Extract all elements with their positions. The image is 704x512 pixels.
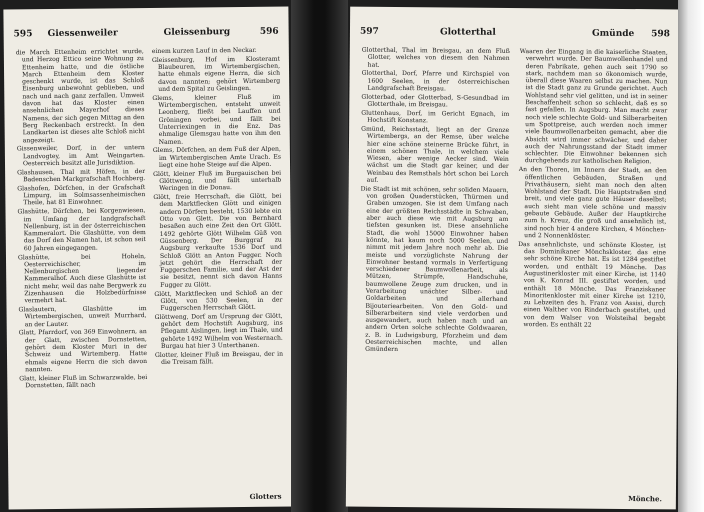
entry: Glotterbad, oder Glotterbad, S-Gesundbad im Glotterthale, im Breisgau. xyxy=(361,93,510,109)
left-page xyxy=(3,7,293,510)
entry: Gluttenhaus, Dorf, im Gericht Egnach, im Hochstift Konstanz. xyxy=(361,109,510,125)
entry: Waaren der Eingang in die kaiserliche Staaten, verwehrt wurde. Der Baumwollenhandel und deren Fabrikate, gehen auch seit 1790 so stark, nachdem man so ökonomisch wurde, überall diese Waaren selbst zu machen. Nun ist die Stadt ganz zu Grunde gerichtet. Auch Wohlstand sehr viel gelitten, und ist in seiner Beschaffenheit schon so schlecht, daß es so fast gefallen. In Augsburg. Man macht zwar noch viele schlechte Gold- und Silberarbeiten um Spottpreise, auch werden noch immer viele Baumwollenarbeiten gemacht, aber die Absicht wird immer schwächer, und daher auch der Nahrungsstand der Stadt immer schlechter. Die Einwohner bekennen sich durchgehends zur katholischen Religion. xyxy=(519,48,668,166)
page-number-597: 597 xyxy=(359,26,379,37)
entry: Glems, Dörfchen, an dem Fuß der Alpen, im Wirtembergischen Amte Urach. Es liegt eine hohe Steige auf die Alpen. xyxy=(152,145,281,169)
entry: Glashofen, Dörfchen, in der Grafschaft Limpurg, im Solmsassenheimischen Theile, hat 81 Einwohner. xyxy=(17,183,146,207)
entry: Glött, kleiner Fluß im Burgauischen bei Glöttweng, und fällt unterhalb Weringen in die Donau. xyxy=(153,169,282,193)
left-page-column-1 xyxy=(16,48,149,501)
entry: Glatt, Pfarrdorf, von 369 Einwohnern, an der Glatt, zwischen Dornstetten, gehört dem Kloster Muri in der Schweiz und Wirtemberg. Hatte ehmals eigene Herrn die sich davon nannten. xyxy=(18,328,148,374)
right-page xyxy=(346,7,680,510)
right-page-header xyxy=(360,27,670,44)
entry: Gleissenburg, Hof im Klosteramt Blaubeuren, im Wirtembergischen, hatte ehmals eigene Herrn, die sich davon nannten; gehört Wirtemberg und dem Spital zu Geislingen. xyxy=(151,55,281,93)
page-number-598: 598 xyxy=(651,29,671,40)
running-head-giessenweiler: Giessenweiler xyxy=(47,28,118,40)
catchword: Glotters xyxy=(249,491,282,501)
entry: Glotter, kleiner Fluß im Breisgau, der in die Treisam fällt. xyxy=(154,350,284,367)
right-page-column-2 xyxy=(516,48,668,504)
running-head-gmuende: Gmünde xyxy=(591,28,635,40)
entry: einem kurzen Lauf in den Neckar. xyxy=(151,46,257,55)
page-number-596: 596 xyxy=(259,26,279,37)
book-gutter xyxy=(291,0,348,512)
entry: Glotterthal, Dorf, Pfarre und Kirchspiel von 1600 Seelen, in der österreichischen Landgrafschaft Breisgau. xyxy=(361,70,510,93)
right-page-column-1 xyxy=(358,47,510,500)
entry: Glashütte, bei Hoheln, Oesterreichischer, im Nellenburgischen liegender Kammeralhof. Auch diese Glashütte ist nicht mehr, weil das nahe Bergwerk zu Zizenhausen die Holzbedürfnisse vermehrt hat. xyxy=(17,252,147,305)
running-head-glotterthal: Glotterthal xyxy=(439,27,496,38)
entry: Glashütte, Dörfchen, bei Korgenwiesen, im Umfang der landgrafschaft Nellenburg, ist in der österreichischen Kammeralort. Die Glashütte, von dem das Dorf den Namen hat, ist schon seit 60 Jahren eingegangen. xyxy=(17,207,146,253)
page-number-595: 595 xyxy=(13,29,33,40)
entry: Glaslautern, Glashütte im Wirtembergischen, unweit Murrhard, an der Lauter. xyxy=(18,305,147,328)
entry: die March Ettenheim errichtet wurde, und Herzog Ettico seine Wohnung zu Ettenheim hatte, und die östliche March Ettenheim dem Kloster geschenkt wurde, ist das Schloß Eisenburg unbewohnt geblieben, und nach und nach ganz zerfallen. Umweit davon hat das Kloster einen ansehnlichen Mayerhof dieses Namens, der sich gegen Mittag an den Berg Reckenbach erstreckt. In den Landkarten ist dieses alte Schloß nicht angezeigt. xyxy=(15,48,145,144)
entry: Gmünd, Reichsstadt, liegt an der Grenze Wirtembergs, an der Remse, über welche hier eine schöne steinerne Brücke führt, in einem schönen Thale, in welchem viele Wiesen, aber wenige Aecker sind. Wein wächst um die Stadt gar keiner, und der Weinbau des Remsthals hört schon bei Lorch auf. xyxy=(361,125,510,184)
entry: Das ansehnlichste, und schönste Kloster, ist das Dominikaner Mönchskloster, das eine sehr schöne Kirche hat. Es ist 1284 gestiftet worden, und enthält 19 Mönche. Das Augustinerkloster mit einer Kirche, ist 1140 von K. Konrad III. gestiftet worden, und enthält 18 Mönche. Das Franziskaner Minoritenkloster mit einer Kirche ist 1210, zu Lebzeiten des h. Franz von Assisi, durch einen Walther von Rinderbach gestiftet, und von dem Walser von Wolsteihal begabt worden. Es enthält 22 xyxy=(518,240,667,329)
entry: Glöttweng, Dorf am Ursprung der Glött, gehört dem Hochstift Augsburg, ins Pflegamt Aislingen, liegt im Thale, und gehörte 1492 Wilhelm von Westernach. Burgau hat hier 3 Unterthanen. xyxy=(154,312,283,350)
entry: Glött, Marktflecken und Schloß an der Glött, von 530 Seelen, in der Fuggerschen Herrschaft Glött. xyxy=(154,289,283,312)
entry: Gissenweiler, Dorf, in der untern Landvogtey, im Amt Weingarten. Oesterreich besitzt alle Jurisdiktion. xyxy=(16,144,145,168)
catchword: Mönche. xyxy=(628,494,662,504)
page-edge xyxy=(678,0,704,512)
entry: Die Stadt ist mit schönen, sehr soliden Mauern, von großen Quaderstücken, Thürmen und Graben umzogen. Sie ist dem Umfang nach eine der größten Reichsstädte in Schwaben, aber auch diese wie mit Augsburg am tiefsten gesunken ist. Diese ansehnliche Stadt, die wohl 15000 Einwohner haben könnte, hat kaum noch 5000 Seelen, und nimmt mit jedem Jahre noch mehr ab. Die meiste und vorzüglichste Nahrung der Einwohner bestand vormals in Verfertigung verschiedener Baumwollenarbeit, als Mützen, Strümpfe, Handschuhe, baumwollene Zeuge zum drucken, und in Verarbeitung unächter Silber- und Goldarbeiten und allerhand Bijouteriearbeiten. Von den Gold- und Silberarbeitern sind viele verdorben und ausgewandert, auch haben nach und an andern Orten solche schlechte Goldwaaren, z. B. in Ludwigsburg, Pforzheim und dem Oesterreichischen machte, und allen Gmündern xyxy=(360,185,509,354)
running-head-gleissenburg: Gleissenburg xyxy=(163,27,231,38)
left-page-header xyxy=(14,27,279,44)
entry: Glems, kleiner Fluß im Wirtembergischen, entsteht unweit Leonberg, fließt bei Lauffen und Gröningen vorbei, und fällt bei Unterriexingen in die Enz. Das ehmalige Glemsgau hatte von ihm den Namen. xyxy=(152,93,281,146)
entry: Glatt, kleiner Fluß im Schwarzwalde, bei Dornstetten, fällt nach xyxy=(19,373,148,390)
entry: An den Thoren, im Innern der Stadt, an den öffentlichen Gebäuden, Straßen und Privathäusern, sieht man noch den alten Wohlstand der Stadt. Die Hauptstraßen sind breit, und viele ganz gute Häuser daselbst; auch sieht man viele schöne und massiv gebaute Gebäude. Außer der Hauptkirche zum h. Kreuz, die groß und ansehnlich ist, sind noch hier 4 andere Kirchen, 4 Mönchen- und 2 Nonnenklöster. xyxy=(518,166,667,240)
entry: Glotterthal, Thal im Breisgau, an dem Fluß Glotter, welches von diesem den Nahmen hat. xyxy=(361,46,510,69)
entry: Glashausen, Thal mit Höfen, in der Badenschen Markgrafschaft Hochberg. xyxy=(17,167,146,184)
left-page-column-2 xyxy=(152,47,285,500)
entry: Glött, freie Herrschaft, die Glött, bei dem Marktflecken Glött und einigen andern Dörfern besteht, 1530 lebte ein Otto von Glett. Die von Bernhard besaßen auch eine Zeit den Ort Glött. 1492 gehörte Glött Wilhelm Güß von Güssenberg. Der Burggraf zu Augsburg verkaufte 1536 Dorf und Schloß Glött an Anton Fugger. Noch jetzt gehört die Herrschaft der Fuggerschen Familie, und der Ast der sie besitzt, nennt sich davon Hanns Fugger zu Glött. xyxy=(153,192,283,289)
